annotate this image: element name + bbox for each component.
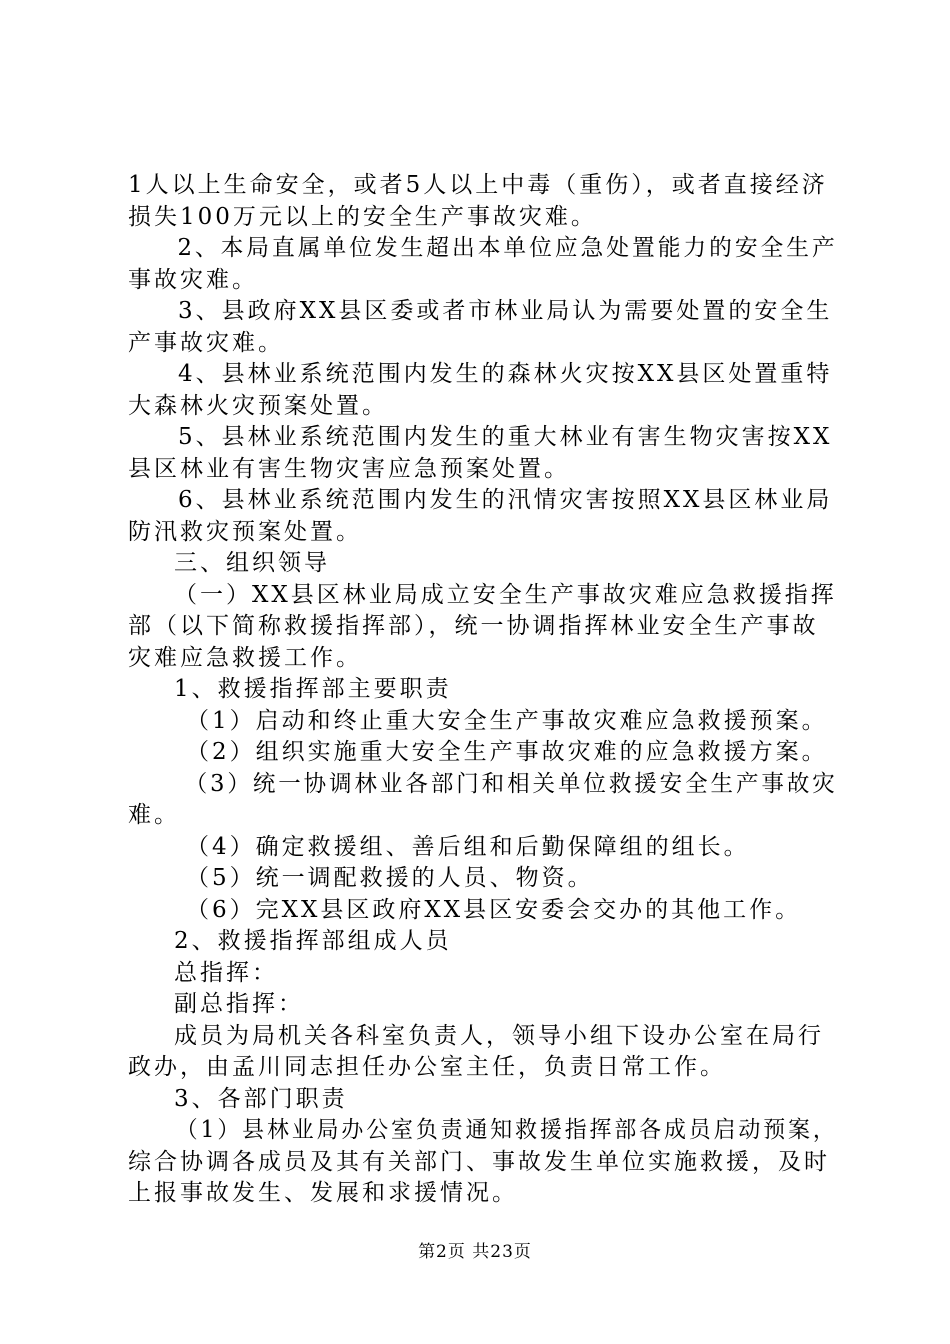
text-line: （6）完XX县区政府XX县区安委会交办的其他工作。 (186, 896, 802, 923)
text-line: 损失100万元以上的安全生产事故灾难。 (128, 203, 597, 230)
text-line: 3、各部门职责 (174, 1085, 348, 1112)
text-line: 总指挥： (174, 959, 278, 986)
text-line: 4、县林业系统范围内发生的森林火灾按XX县区处置重特 (178, 361, 833, 387)
text-line: 副总指挥： (174, 991, 304, 1017)
text-line: 难。 (128, 802, 180, 828)
document-body (128, 170, 838, 1210)
text-line: 产事故灾难。 (128, 329, 284, 356)
text-line: （2）组织实施重大安全生产事故灾难的应急救援方案。 (186, 739, 828, 765)
text-line: 灾难应急救援工作。 (128, 644, 362, 671)
text-line: 大森林火灾预案处置。 (128, 392, 388, 419)
text-line: 5、县林业系统范围内发生的重大林业有害生物灾害按XX (178, 424, 833, 450)
text-line: 2、救援指挥部组成人员 (174, 928, 452, 954)
text-line: 3、县政府XX县区委或者市林业局认为需要处置的安全生 (178, 298, 833, 324)
text-line: 政办，由孟川同志担任办公室主任，负责日常工作。 (128, 1054, 726, 1080)
text-line: （一）XX县区林业局成立安全生产事故灾难应急救援指挥 (174, 581, 837, 608)
text-line: 1、救援指挥部主要职责 (174, 676, 452, 702)
text-line: 2、本局直属单位发生超出本单位应急处置能力的安全生产 (177, 235, 838, 261)
text-line: 综合协调各成员及其有关部门、事故发生单位实施救援，及时 (128, 1148, 830, 1175)
text-line: 成员为局机关各科室负责人，领导小组下设办公室在局行 (174, 1022, 824, 1049)
text-line: （1）启动和终止重大安全生产事故灾难应急救援预案。 (186, 707, 828, 734)
text-line: 事故灾难。 (128, 266, 258, 293)
text-line: 6、县林业系统范围内发生的汛情灾害按照XX县区林业局 (178, 487, 833, 513)
page-footer (0, 1242, 950, 1262)
text-line: 部（以下简称救援指挥部），统一协调指挥林业安全生产事故 (128, 613, 819, 639)
text-line: 上报事故发生、发展和求援情况。 (128, 1180, 518, 1206)
text-line: （4）确定救援组、善后组和后勤保障组的组长。 (186, 833, 750, 860)
text-line: （3）统一协调林业各部门和相关单位救援安全生产事故灾 (184, 770, 838, 797)
text-line: 1人以上生命安全，或者5人以上中毒（重伤），或者直接经济 (128, 172, 828, 198)
text-line: 县区林业有害生物灾害应急预案处置。 (128, 455, 570, 482)
page-number-label: 第2页 共23页 (418, 1242, 532, 1262)
text-line: 防汛救灾预案处置。 (128, 518, 362, 545)
text-line: （1）县林业局办公室负责通知救援指挥部各成员启动预案， (175, 1117, 838, 1143)
text-line: 三、组织领导 (174, 550, 330, 576)
text-line: （5）统一调配救援的人员、物资。 (186, 865, 594, 891)
